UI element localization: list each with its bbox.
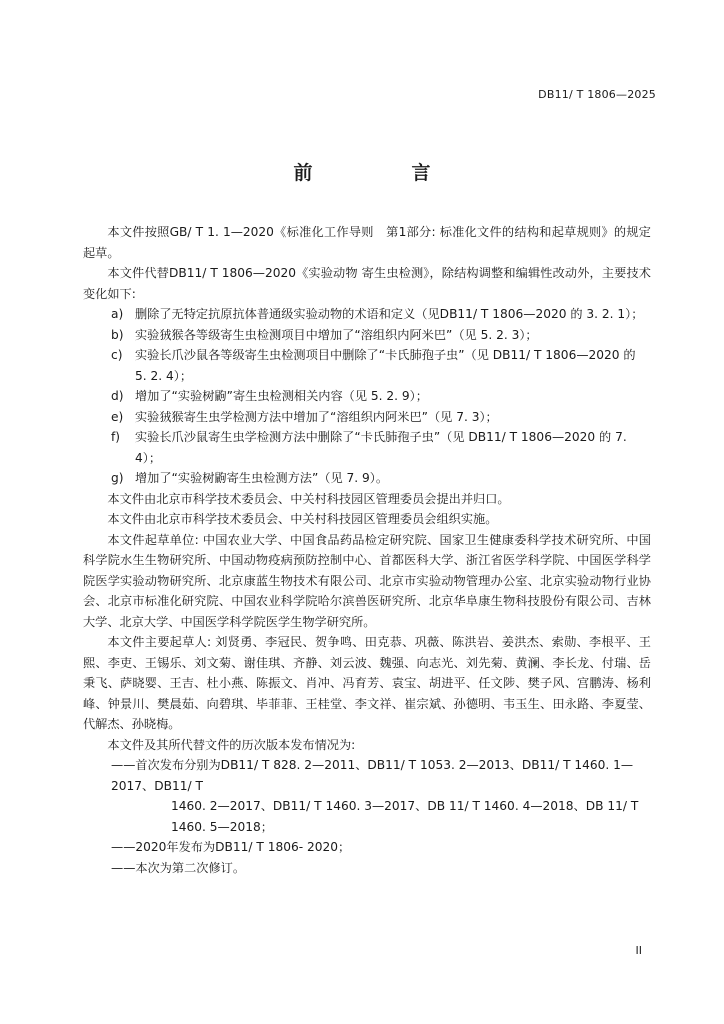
list-item [83, 345, 651, 386]
list-item-text: 增加了“实验树鼩”寄生虫检测相关内容（见 5. 2. 9）； [135, 389, 428, 403]
list-item-label: c) [111, 348, 123, 362]
list-item-label: f) [111, 430, 121, 444]
history-intro: 本文件及其所代替文件的历次版本发布情况为: [107, 737, 356, 752]
drafters-statement: 本文件主要起草人: 刘贤勇、李冠民、贺争鸣、田克恭、巩薇、陈洪岩、姜洪杰、索勋、李根平、王熙、李吏、王锡乐、刘文菊、谢佳琪、齐静、刘云波、魏强、向志光、刘先菊、黄澜、李长龙、付瑞、岳秉飞、萨晓婴、王吉、杜小燕、陈振文、肖冲、冯育芳、袁宝、胡进平、任文陟、樊子风、宫鹏涛、杨利峰、钟景川、樊晨茹、向碧琪、毕菲菲、王桂堂、李文祥、崔宗斌、孙德明、韦玉生、田永路、李夏莹、代解杰、孙晓梅。 [83, 635, 651, 731]
list-item-label: e) [111, 409, 124, 424]
list-item [83, 386, 651, 407]
page-number: II [635, 944, 642, 957]
page-title: 前 言 [293, 162, 471, 184]
history-item-first-continued: 1460. 2—2017、DB11/ T 1460. 3—2017、DB 11/ T 1460. 4—2018、DB 11/ T 1460. 5—2018； [171, 799, 639, 834]
list-item-label: b) [111, 327, 124, 342]
list-item [83, 427, 651, 468]
drafting-rule-paragraph: 本文件按照GB/ T 1. 1—2020《标准化工作导则 第1部分: 标准化文件的结构和起草规则》的规定起草。 [83, 225, 651, 260]
list-item-label: a) [111, 307, 124, 321]
drafting-units-statement: 本文件起草单位: 中国农业大学、中国食品药品检定研究院、国家卫生健康委科学技术研究所、中国科学院水生生物研究所、中国动物疫病预防控制中心、首都医科大学、浙江省医学科学院、中国医学科学院医学实验动物研究所、北京康蓝生物技术有限公司、北京市实验动物管理办公室、北京实验动物行业协会、北京市标准化研究院、中国农业科学院哈尔滨兽医研究所、北京华阜康生物科技股份有限公司、吉林大学、北京大学、中国医学科学院医学生物学研究所。 [83, 532, 651, 629]
changes-list [83, 304, 651, 489]
list-item [83, 325, 651, 346]
implementer-statement: 本文件由北京市科学技术委员会、中关村科技园区管理委员会组织实施。 [107, 512, 498, 526]
history-item-first: ——首次发布分别为DB11/ T 828. 2—2011、DB11/ T 1053. 2—2013、DB11/ T 1460. 1—2017、DB11/ T [111, 758, 634, 793]
list-item-text: 删除了无特定抗原抗体普通级实验动物的术语和定义（见DB11/ T 1806—2020 的 3. 2. 1）； [135, 307, 644, 321]
document-code: DB11/ T 1806—2025 [538, 88, 656, 101]
list-item-text: 实验狨猴寄生虫学检测方法中增加了“溶组织内阿米巴”（见 7. 3）； [135, 409, 498, 424]
list-item-text: 实验狨猴各等级寄生虫检测项目中增加了“溶组织内阿米巴”（见 5. 2. 3）； [135, 327, 538, 342]
list-item-text: 增加了“实验树鼩寄生虫检测方法”（见 7. 9）。 [135, 471, 389, 485]
list-item-label: g) [111, 471, 124, 485]
list-item [83, 468, 651, 489]
list-item [83, 304, 651, 325]
replacement-paragraph: 本文件代替DB11/ T 1806—2020《实验动物 寄生虫检测》，除结构调整和编辑性改动外，主要技术变化如下: [83, 266, 651, 301]
list-item [83, 407, 651, 428]
list-item-text: 实验长爪沙鼠寄生虫学检测方法中删除了“卡氏肺孢子虫”（见 DB11/ T 1806—2020 的 7. 4）； [135, 430, 627, 465]
list-item-label: d) [111, 389, 124, 403]
history-item-2020: ——2020年发布为DB11/ T 1806- 2020； [111, 840, 351, 854]
foreword-body [83, 222, 651, 878]
history-item-current: ——本次为第二次修订。 [111, 860, 246, 875]
proposer-statement: 本文件由北京市科学技术委员会、中关村科技园区管理委员会提出并归口。 [107, 491, 510, 506]
list-item-text: 实验长爪沙鼠各等级寄生虫检测项目中删除了“卡氏肺孢子虫”（见 DB11/ T 1806—2020 的 5. 2. 4）； [135, 348, 636, 383]
